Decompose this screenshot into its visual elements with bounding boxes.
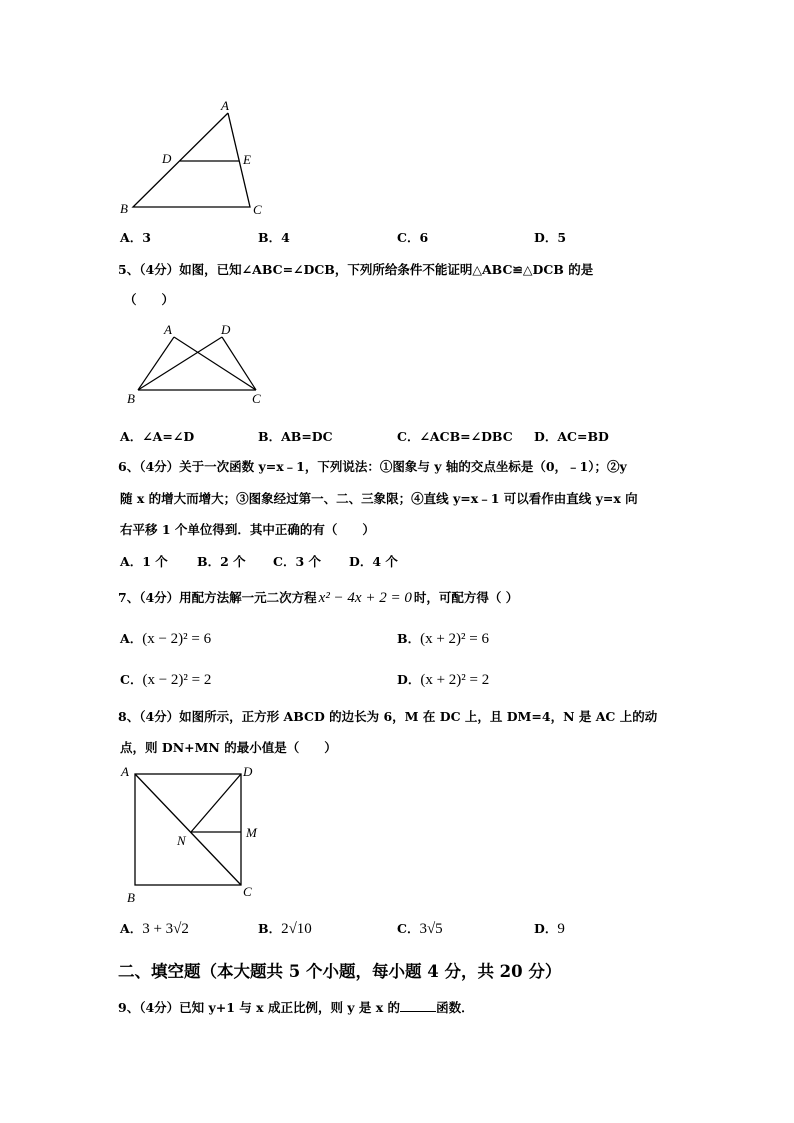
q5-label-a: A (164, 322, 172, 337)
q8-option-b[interactable] (258, 919, 312, 938)
q7-option-c-expr: (x − 2)² = 2 (142, 672, 212, 688)
q7-option-d-letter: D． (397, 672, 421, 687)
q8-diagonal-ac (135, 774, 241, 885)
q5-label-d: D (221, 322, 231, 337)
q4-option-b[interactable]: B．4 (258, 230, 290, 245)
q4-label-a: A (221, 98, 229, 113)
q8-option-c-letter: C． (397, 921, 420, 936)
q8-label-n: N (177, 833, 186, 848)
q8-option-b-expr: 2√10 (281, 921, 312, 937)
q8-option-d-letter: D． (534, 921, 558, 936)
q8-option-c-expr: 3√5 (419, 921, 443, 937)
q4-label-c: C (253, 202, 262, 217)
q7-option-b-letter: B． (397, 631, 421, 646)
q9-suffix: 函数． (436, 1000, 474, 1015)
q4-label-d: D (162, 151, 172, 166)
q5-question-line2: （ ） (124, 292, 175, 307)
q5-label-b: B (127, 391, 135, 406)
q6-option-d[interactable]: D．4 个 (349, 554, 398, 569)
q7-option-b-expr: (x + 2)² = 6 (420, 631, 489, 647)
q7-option-a-expr: (x − 2)² = 6 (142, 631, 212, 647)
q4-option-c[interactable]: C．6 (397, 230, 429, 245)
q8-option-a-letter: A． (120, 921, 143, 936)
q7-equation: x² − 4x + 2 = 0 (318, 590, 412, 606)
q6-question-line2: 随 x 的增大而增大；③图象经过第一、二、三象限；④直线 y=x﹣1 可以看作由直线 y=x 向 (120, 491, 638, 506)
q7-suffix: 时，可配方得（ ） (413, 590, 519, 605)
q4-option-d[interactable]: D．5 (534, 230, 567, 245)
q5-question-line1: 5、（4分）如图，已知∠ABC=∠DCB，下列所给条件不能证明△ABC≌△DCB 的是 (118, 262, 594, 277)
q6-option-c[interactable]: C．3 个 (273, 554, 321, 569)
q7-option-d-expr: (x + 2)² = 2 (420, 672, 490, 688)
q5-option-d[interactable]: D．AC=BD (534, 429, 609, 444)
q8-option-d[interactable] (534, 919, 565, 938)
q8-label-d: D (243, 764, 253, 779)
q8-option-d-expr: 9 (557, 921, 565, 937)
q4-option-a[interactable]: A．3 (120, 230, 151, 245)
q7-option-c-letter: C． (120, 672, 143, 687)
q6-question-line3: 右平移 1 个单位得到．其中正确的有（ ） (120, 522, 375, 537)
q8-segment-dn (191, 774, 241, 832)
q4-label-b: B (120, 201, 128, 216)
q5-label-c: C (252, 391, 261, 406)
q5-option-c[interactable]: C．∠ACB=∠DBC (397, 429, 513, 444)
q8-label-a: A (121, 764, 129, 779)
q8-question-line1: 8、（4分）如图所示，正方形 ABCD 的边长为 6，M 在 DC 上，且 DM=4，N 是 AC 上的动 (118, 709, 658, 724)
q9-prefix: 9、（4分）已知 y+1 与 x 成正比例，则 y 是 x 的 (118, 1000, 401, 1015)
q8-option-b-letter: B． (258, 921, 282, 936)
q8-option-c[interactable] (397, 919, 443, 938)
section-fill-in-title: 二、填空题（本大题共 5 个小题，每小题 4 分，共 20 分） (118, 962, 562, 981)
q8-question-line2: 点，则 DN+MN 的最小值是（ ） (120, 740, 337, 755)
q8-label-b: B (127, 890, 135, 905)
q7-prefix: 7、（4分）用配方法解一元二次方程 (118, 590, 317, 605)
q7-option-a-letter: A． (120, 631, 143, 646)
q9-question (118, 998, 474, 1016)
q4-label-e: E (243, 152, 251, 167)
q5-option-a[interactable]: A．∠A=∠D (120, 429, 195, 444)
q8-label-m: M (246, 825, 257, 840)
q8-option-a-expr: 3 + 3√2 (142, 921, 189, 937)
q6-option-b[interactable]: B．2 个 (197, 554, 246, 569)
q6-option-a[interactable]: A．1 个 (120, 554, 168, 569)
q6-question-line1: 6、（4分）关于一次函数 y=x﹣1，下列说法：①图象与 y 轴的交点坐标是（0，﹣1）；②y (118, 459, 627, 474)
q8-option-a[interactable] (120, 919, 189, 938)
q5-option-b[interactable]: B．AB=DC (258, 429, 333, 444)
q8-label-c: C (243, 884, 252, 899)
q9-answer-blank[interactable] (400, 999, 436, 1012)
